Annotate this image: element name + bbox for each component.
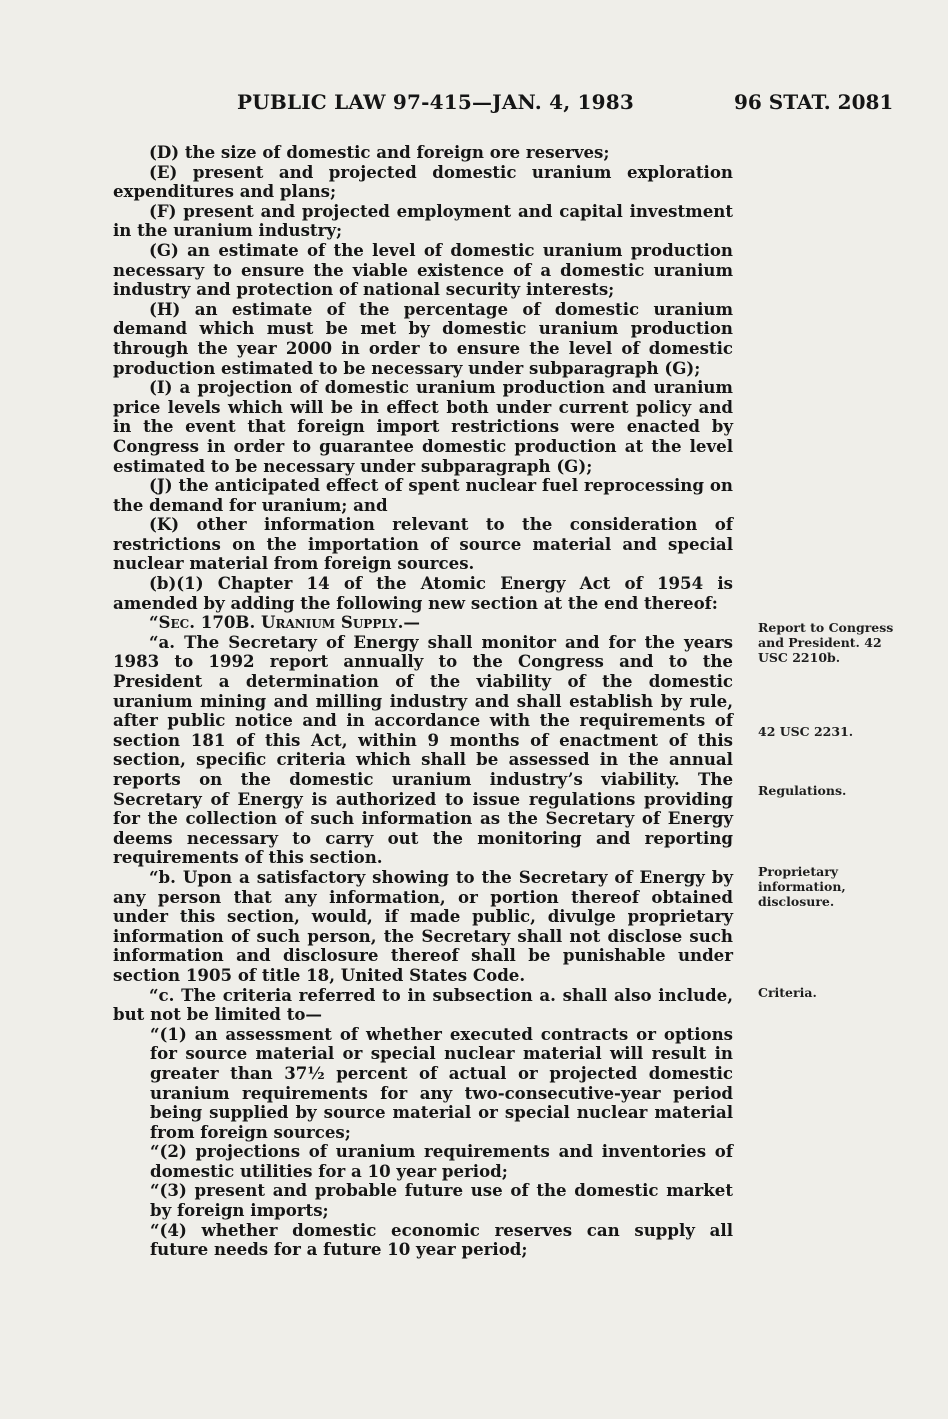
margin-note-proprietary-information: Proprietary information, disclosure.: [758, 864, 846, 909]
subsection-a: “a. The Secretary of Energy shall monitor and for the years 1983 to 1992 report annually to the Congress and to the President a determination of the viability of the domestic uranium mining and milling industry and shall establish by rule, after public notice and in accordance with the requirements of section 181 of this Act, within 9 months of enactment of this section, specific criteria which shall be assessed in the annual reports on the domestic uranium industry’s viability. The Secretary of Energy is authorized to issue regulations providing for the collection of such information as the Secretary of Energy deems necessary to carry out the monitoring and reporting requirements of this section.: [113, 631, 733, 868]
criteria-item-2: “(2) projections of uranium requirements and inventories of domestic utilities for a 10 year period;: [150, 1141, 733, 1181]
paragraph-k: (K) other information relevant to the consideration of restrictions on the importation of source material and special nuclear material from foreign sources.: [113, 514, 733, 574]
paragraph-h: (H) an estimate of the percentage of domestic uranium demand which must be met by domestic uranium production through the year 2000 in order to ensure the level of domestic production estimated to be necessary under subparagraph (G);: [113, 298, 733, 378]
law-text-body: [113, 143, 733, 1260]
margin-note-regulations: Regulations.: [758, 783, 847, 798]
paragraph-b1: (b)(1) Chapter 14 of the Atomic Energy Act of 1954 is amended by adding the following new section at the end thereof:: [113, 573, 733, 613]
statute-page-reference: 96 STAT. 2081: [734, 90, 894, 114]
page-header: [0, 90, 948, 120]
paragraph-j: (J) the anticipated effect of spent nuclear fuel reprocessing on the demand for uranium; and: [113, 475, 733, 515]
subsection-c: “c. The criteria referred to in subsection a. shall also include, but not be limited to—: [113, 984, 733, 1025]
running-head-title: PUBLIC LAW 97-415—JAN. 4, 1983: [237, 90, 634, 114]
margin-note-report-to-congress: Report to Congress and President. 42 USC 2210b.: [758, 620, 894, 665]
subsection-b: “b. Upon a satisfactory showing to the Secretary of Energy by any person that any information, or portion thereof obtained under this section, would, if made public, divulge proprietary information of such person, the Secretary shall not disclose such information and disclosure thereof shall be punishable under section 1905 of title 18, United States Code.: [113, 866, 733, 985]
margin-note-criteria: Criteria.: [758, 985, 817, 1000]
paragraph-d: (D) the size of domestic and foreign ore reserves;: [149, 142, 610, 162]
criteria-item-1: “(1) an assessment of whether executed contracts or options for source material or special nuclear material will result in greater than 37½ percent of actual or projected domestic uranium requirements for any two-consecutive-year period being supplied by source material or special nuclear material from foreign sources;: [150, 1023, 733, 1142]
paragraph-e: (E) present and projected domestic uranium exploration expenditures and plans;: [113, 161, 733, 202]
paragraph-g: (G) an estimate of the level of domestic uranium production necessary to ensure the viable existence of a domestic uranium industry and protection of national security interests;: [113, 239, 733, 300]
criteria-item-3: “(3) present and probable future use of the domestic market by foreign imports;: [150, 1180, 733, 1221]
paragraph-i: (I) a projection of domestic uranium production and uranium price levels which will be in effect both under current policy and in the event that foreign import restrictions were enacted by Congress in order to guarantee domestic production at the level estimated to be necessary under subparagraph (G);: [113, 377, 733, 476]
section-heading-170b: “Sec. 170B. Uranium Supply.—: [149, 612, 420, 633]
criteria-item-4: “(4) whether domestic economic reserves can supply all future needs for a future 10 year period;: [150, 1219, 733, 1260]
paragraph-f: (F) present and projected employment and capital investment in the uranium industry;: [113, 200, 733, 241]
margin-note-42-usc-2231: 42 USC 2231.: [758, 724, 854, 739]
